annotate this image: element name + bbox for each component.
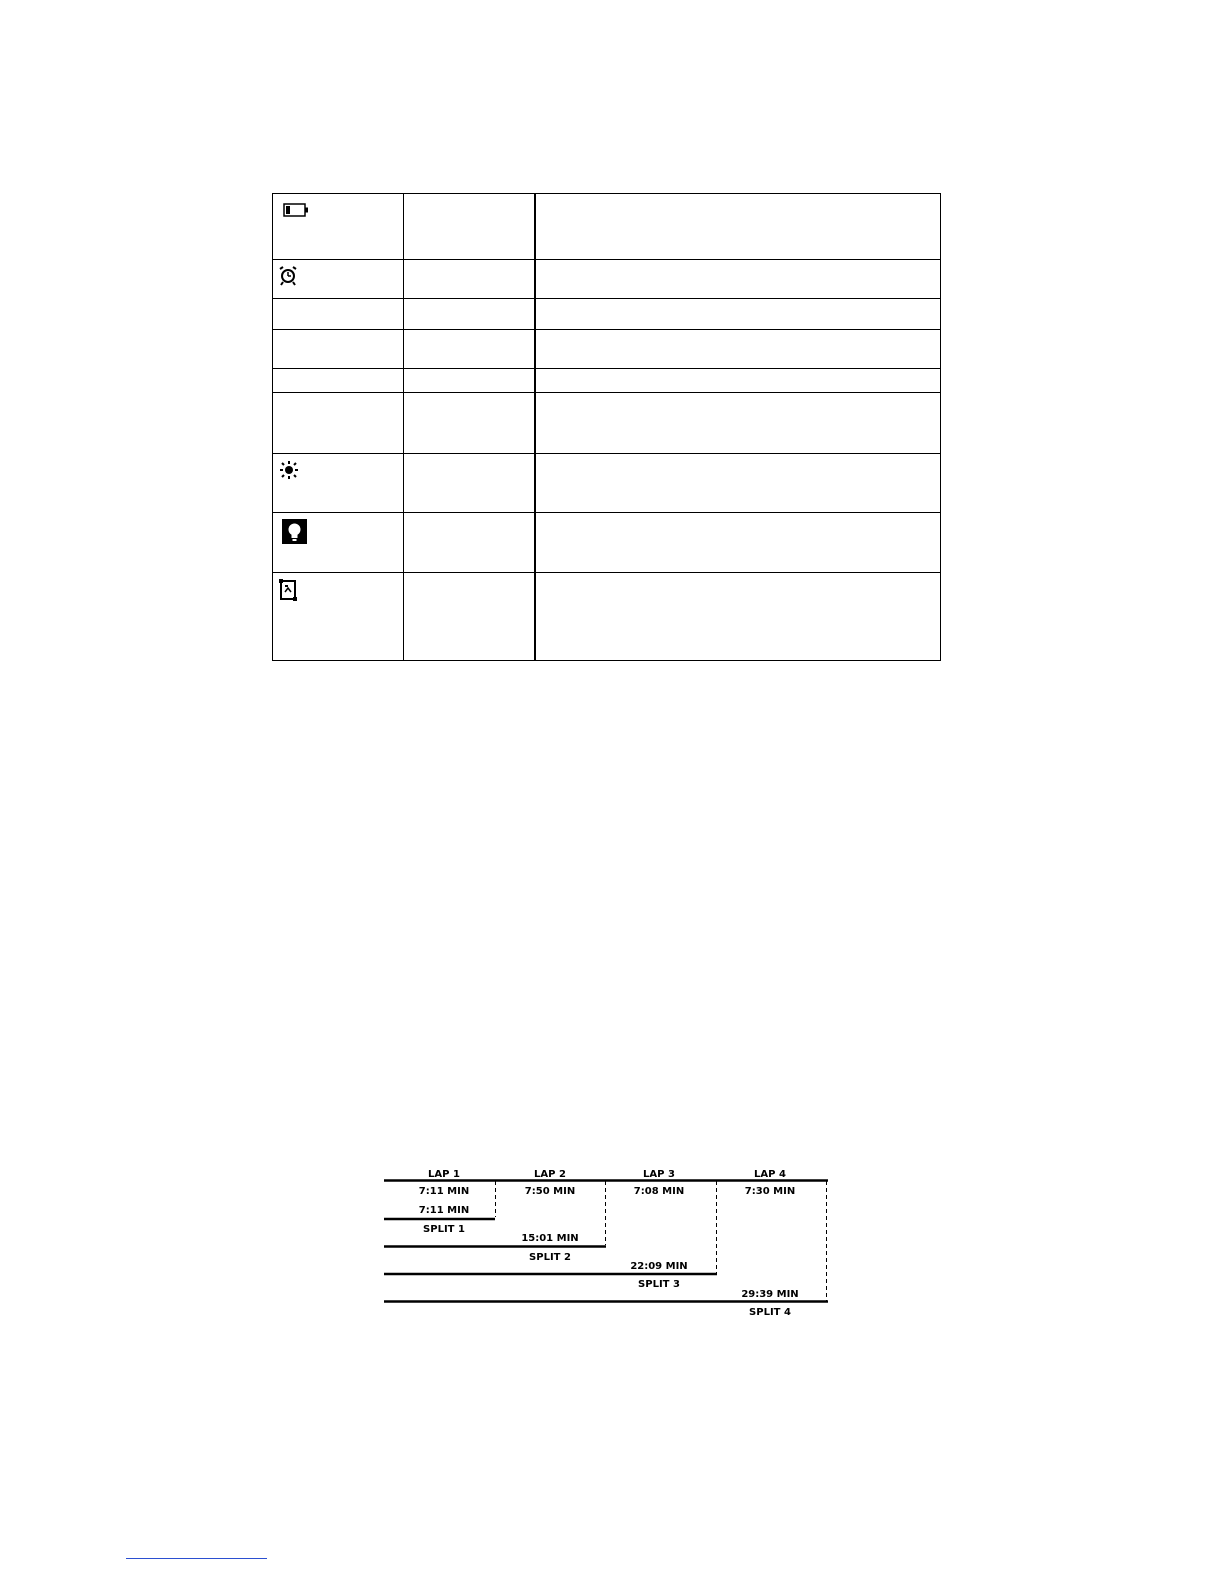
description-cell: [535, 454, 941, 513]
sun-icon: [279, 460, 299, 480]
description-cell: [535, 330, 941, 369]
split-2-time: 15:01 MIN: [521, 1233, 579, 1244]
icon-cell: [273, 454, 404, 513]
label-cell: [404, 330, 536, 369]
label-cell: [404, 513, 536, 573]
table-row: [273, 454, 941, 513]
table-row: [273, 573, 941, 661]
label-cell: [404, 369, 536, 393]
split-4-time: 29:39 MIN: [741, 1289, 799, 1300]
description-cell: [535, 369, 941, 393]
label-cell: [404, 393, 536, 454]
light-bulb-icon: [282, 519, 307, 544]
table-row: [273, 330, 941, 369]
lap-2-label: LAP 2: [534, 1169, 566, 1180]
table-row: [273, 299, 941, 330]
table-row: [273, 194, 941, 260]
label-cell: [404, 299, 536, 330]
table-row: [273, 369, 941, 393]
icon-cell: [273, 260, 404, 299]
split-1-label: SPLIT 1: [423, 1224, 465, 1235]
icon-cell: [273, 573, 404, 661]
icon-cell: [273, 330, 404, 369]
split-3-time: 22:09 MIN: [630, 1261, 688, 1272]
icon-cell: [273, 513, 404, 573]
table-row: [273, 393, 941, 454]
icon-cell: [273, 393, 404, 454]
lap-4-time: 7:30 MIN: [744, 1186, 796, 1197]
split-4-label: SPLIT 4: [749, 1307, 791, 1318]
lap-3-label: LAP 3: [643, 1169, 675, 1180]
table-row: [273, 513, 941, 573]
cycle-arrows-icon: [279, 579, 297, 601]
icon-cell: [273, 369, 404, 393]
description-cell: [535, 393, 941, 454]
icon-table: [272, 193, 941, 661]
description-cell: [535, 260, 941, 299]
lap-split-diagram: [380, 1160, 840, 1322]
label-cell: [404, 573, 536, 661]
lap-3-time: 7:08 MIN: [633, 1186, 685, 1197]
description-cell: [535, 573, 941, 661]
icon-cell: [273, 299, 404, 330]
description-cell: [535, 194, 941, 260]
icon-cell: [273, 194, 404, 260]
footnote-separator: [126, 1558, 267, 1559]
description-cell: [535, 513, 941, 573]
split-1-time: 7:11 MIN: [418, 1205, 470, 1216]
lap-2-time: 7:50 MIN: [524, 1186, 576, 1197]
label-cell: [404, 260, 536, 299]
lap-1-label: LAP 1: [428, 1169, 460, 1180]
alarm-clock-icon: [279, 266, 297, 286]
label-cell: [404, 194, 536, 260]
label-cell: [404, 454, 536, 513]
split-2-label: SPLIT 2: [529, 1252, 571, 1263]
table-row: [273, 260, 941, 299]
battery-low-icon: [283, 203, 309, 217]
lap-4-label: LAP 4: [754, 1169, 786, 1180]
description-cell: [535, 299, 941, 330]
split-3-label: SPLIT 3: [638, 1279, 680, 1290]
lap-1-time: 7:11 MIN: [418, 1186, 470, 1197]
